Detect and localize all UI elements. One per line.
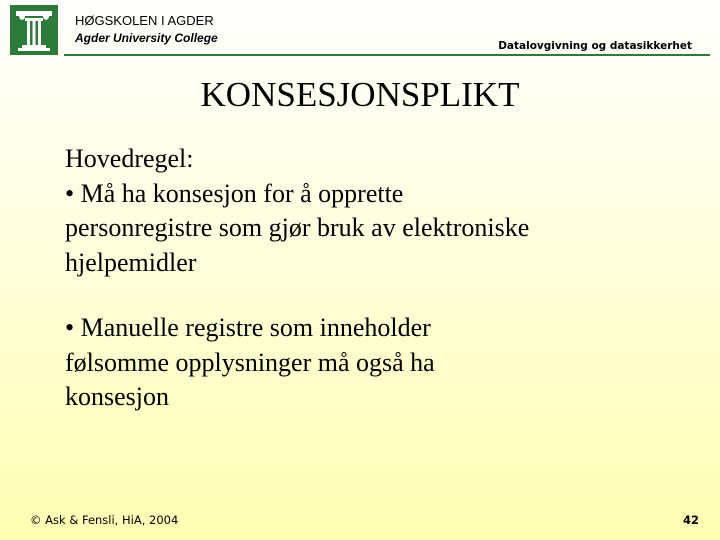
school-name-english: Agder University College bbox=[75, 31, 218, 45]
text-line: følsomme opplysninger må også ha bbox=[65, 347, 435, 377]
slide-title: KONSESJONSPLIKT bbox=[200, 75, 520, 114]
text-line: konsesjon bbox=[65, 382, 169, 411]
header-divider bbox=[64, 54, 710, 56]
bullet-line: • Manuelle registre som inneholder bbox=[65, 313, 431, 342]
college-logo bbox=[10, 5, 58, 55]
content-block-main-rule bbox=[65, 142, 685, 280]
bullet-line: • Må ha konsesjon for å opprette bbox=[65, 178, 404, 208]
school-name: HØGSKOLEN I AGDER bbox=[75, 13, 214, 28]
column-pillar-icon bbox=[10, 5, 58, 55]
text-line: hjelpemidler bbox=[65, 247, 197, 277]
text-line: personregistre som gjør bruk av elektroniske bbox=[65, 213, 530, 242]
footer-copyright: © Ask & Fensli, HiA, 2004 bbox=[30, 513, 179, 527]
page-number: 42 bbox=[682, 513, 699, 527]
content-block-manual-registers bbox=[65, 311, 685, 415]
course-title: Datalovgivning og datasikkerhet bbox=[498, 40, 692, 52]
text-line: Hovedregel: bbox=[65, 144, 194, 173]
